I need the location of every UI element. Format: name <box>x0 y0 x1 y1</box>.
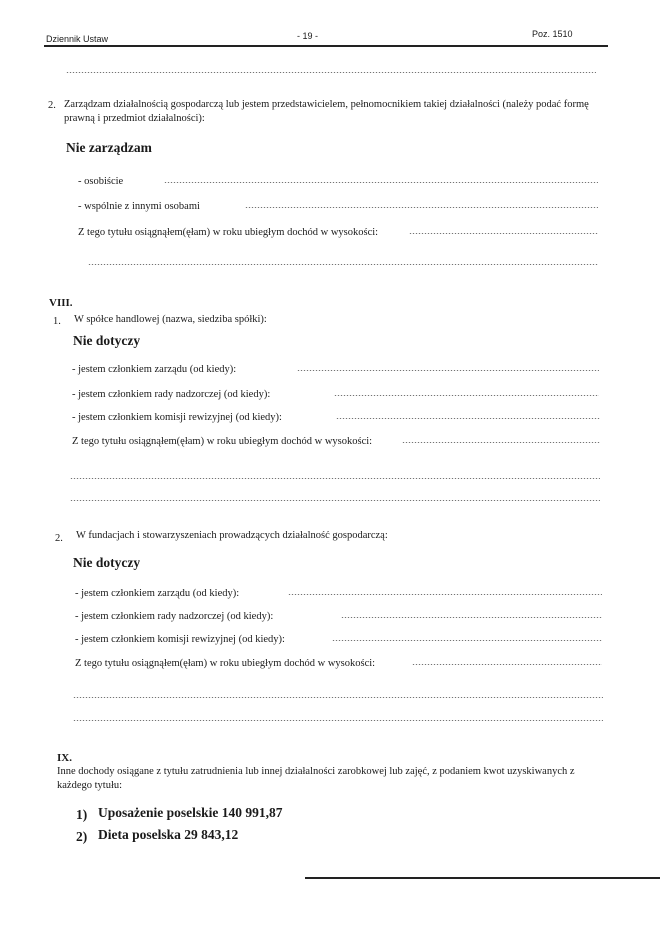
management-question: Zarządzam działalnością gospodarczą lub jestem przedstawicielem, pełnomocnikiem takiej działalności (należy podać formę prawną i przedmiot działalności): <box>64 99 589 124</box>
audit-label: - jestem członkiem komisji rewizyjnej (od kiedy): <box>72 412 282 423</box>
section-heading: VIII. <box>49 297 73 309</box>
header-page-number: - 19 - <box>297 31 319 41</box>
dotted-line <box>73 697 603 698</box>
dotted-line <box>297 370 599 371</box>
dotted-line <box>164 182 598 183</box>
dotted-line <box>409 233 598 234</box>
company-answer: Nie dotyczy <box>73 333 141 348</box>
dotted-line <box>402 442 600 443</box>
header-journal-title: Dziennik Ustaw <box>46 34 109 44</box>
dotted-line <box>66 72 596 73</box>
dotted-line <box>70 478 600 479</box>
dotted-line <box>336 418 600 419</box>
foundations-question: W fundacjach i stowarzyszeniach prowadzących działalność gospodarczą: <box>76 530 388 541</box>
dotted-line <box>245 207 598 208</box>
item-number: 2. <box>48 100 56 111</box>
other-income-question: Inne dochody osiągane z tytułu zatrudnienia lub innej działalności zarobkowej lub zajęć, z podaniem kwot uzyskiwanych z każdego tytułu: <box>57 766 575 791</box>
management-answer: Nie zarządzam <box>66 140 152 155</box>
header-position: Poz. 1510 <box>532 29 573 39</box>
jointly-label: - wspólnie z innymi osobami <box>78 201 200 212</box>
supervisory-label: - jestem członkiem rady nadzorczej (od kiedy): <box>75 611 274 622</box>
footer-rule <box>305 877 660 879</box>
board-label: - jestem członkiem zarządu (od kiedy): <box>75 588 240 599</box>
dotted-line <box>341 617 602 618</box>
dotted-line <box>73 720 603 721</box>
dotted-line <box>332 640 602 641</box>
income-label: Z tego tytułu osiągnąłem(ęłam) w roku ubiegłym dochód w wysokości: <box>78 227 379 238</box>
item-number: 1. <box>53 316 61 327</box>
parliamentary-allowance: Dieta poselska 29 843,12 <box>98 827 239 842</box>
parliamentary-salary: Uposażenie poselskie 140 991,87 <box>98 805 283 820</box>
company-question: W spółce handlowej (nazwa, siedziba spółki): <box>74 314 267 325</box>
section-heading: IX. <box>57 752 72 764</box>
dotted-line <box>88 264 598 265</box>
audit-label: - jestem członkiem komisji rewizyjnej (od kiedy): <box>75 634 285 645</box>
dotted-line <box>334 395 599 396</box>
dotted-line <box>412 664 602 665</box>
dotted-line <box>70 500 600 501</box>
board-label: - jestem członkiem zarządu (od kiedy): <box>72 364 237 375</box>
supervisory-label: - jestem członkiem rady nadzorczej (od kiedy): <box>72 389 271 400</box>
income-item-number: 1) <box>76 807 88 822</box>
personal-label: - osobiście <box>78 176 124 187</box>
income-label: Z tego tytułu osiągnąłem(ęłam) w roku ubiegłym dochód w wysokości: <box>72 436 373 447</box>
header-rule <box>44 45 608 47</box>
income-item-number: 2) <box>76 829 88 844</box>
dotted-line <box>288 594 602 595</box>
item-number: 2. <box>55 533 63 544</box>
income-label: Z tego tytułu osiągnąłem(ęłam) w roku ubiegłym dochód w wysokości: <box>75 658 376 669</box>
foundations-answer: Nie dotyczy <box>73 555 141 570</box>
